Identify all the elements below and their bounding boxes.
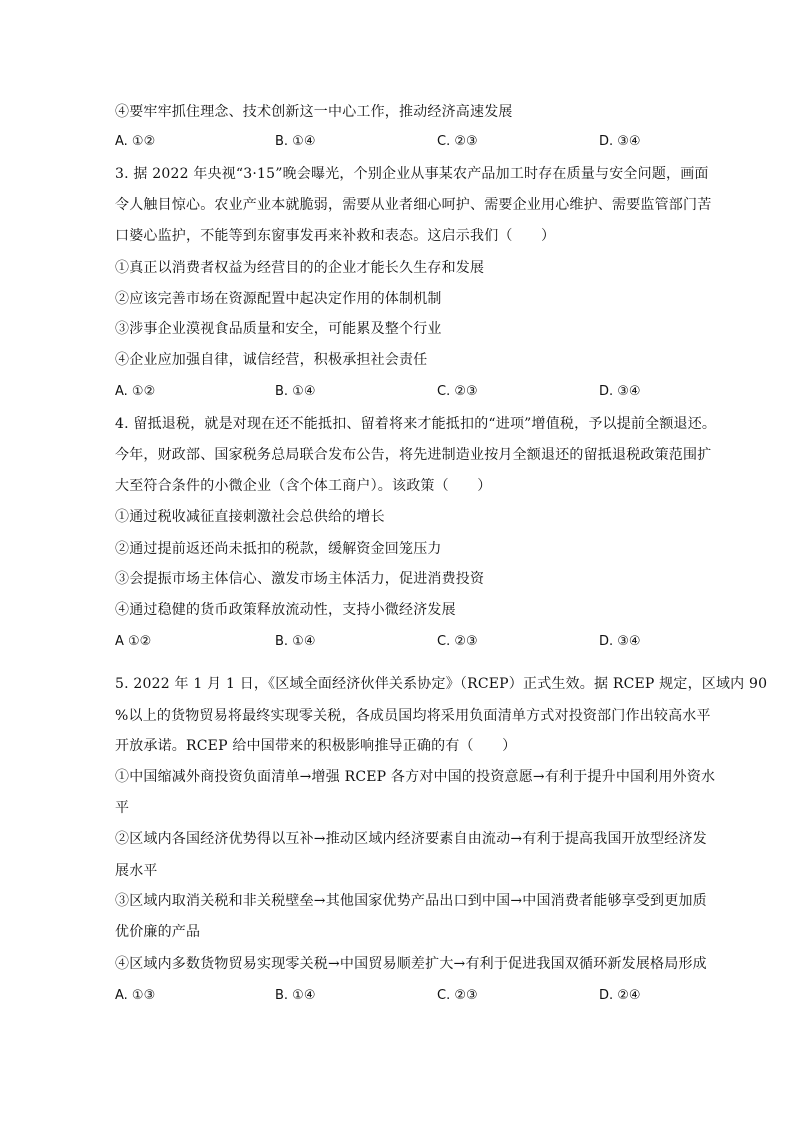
q3-item-2: ②应该完善市场在资源配置中起决定作用的体制机制 <box>115 291 442 307</box>
q5-item-3-line-2: 优价廉的产品 <box>115 924 201 940</box>
q2-option-c[interactable]: C. ②③ <box>437 134 478 149</box>
q3-option-d[interactable]: D. ③④ <box>599 384 641 399</box>
q2-option-b[interactable]: B. ①④ <box>275 134 316 149</box>
q5-options <box>115 986 735 1006</box>
q4-options <box>115 632 735 652</box>
q4-item-2: ②通过提前返还尚未抵扣的税款，缓解资金回笼压力 <box>115 541 442 557</box>
q4-stem-line-3: 大至符合条件的小微企业（含个体工商户）。该政策（ ） <box>115 478 492 494</box>
q5-option-c[interactable]: C. ②③ <box>437 988 478 1003</box>
q4-option-a[interactable]: A ①② <box>115 634 152 649</box>
q5-item-3-line-1: ③区域内取消关税和非关税壁垒→其他国家优势产品出口到中国→中国消费者能够享受到更加质 <box>115 893 707 909</box>
q4-stem-line-1: 4. 留抵退税，就是对现在还不能抵扣、留着将来才能抵扣的“进项”增值税，予以提前全额退还。 <box>115 416 717 432</box>
q5-item-2-line-2: 展水平 <box>115 863 158 879</box>
q4-option-d[interactable]: D. ③④ <box>599 634 641 649</box>
q3-item-4: ④企业应加强自律，诚信经营，积极承担社会责任 <box>115 352 428 368</box>
q3-option-c[interactable]: C. ②③ <box>437 384 478 399</box>
q4-option-c[interactable]: C. ②③ <box>437 634 478 649</box>
q3-stem-line-1: 3. 据 2022 年央视“3·15”晚会曝光，个别企业从事某农产品加工时存在质量与安全问题，画面 <box>115 166 709 182</box>
q3-stem-line-3: 口婆心监护，不能等到东窗事发再来补救和表态。这启示我们（ ） <box>115 228 556 244</box>
q5-stem-line-2: %以上的货物贸易将最终实现零关税，各成员国均将采用负面清单方式对投资部门作出较高水平 <box>115 708 711 724</box>
q4-item-4: ④通过稳健的货币政策释放流动性，支持小微经济发展 <box>115 602 456 618</box>
q5-item-2-line-1: ②区域内各国经济优势得以互补→推动区域内经济要素自由流动→有利于提高我国开放型经济发 <box>115 831 707 847</box>
q3-item-1: ①真正以消费者权益为经营目的的企业才能长久生存和发展 <box>115 260 485 276</box>
q2-item-4: ④要牢牢抓住理念、技术创新这一中心工作，推动经济高速发展 <box>115 104 513 120</box>
q4-option-b[interactable]: B. ①④ <box>275 634 316 649</box>
q4-stem-line-2: 今年，财政部、国家税务总局联合发布公告，将先进制造业按月全额退还的留抵退税政策范围扩 <box>115 447 712 463</box>
q5-option-d[interactable]: D. ②④ <box>599 988 641 1003</box>
q5-option-a[interactable]: A. ①③ <box>115 988 156 1003</box>
q5-item-1-line-2: 平 <box>115 800 130 816</box>
q5-item-4: ④区域内多数货物贸易实现零关税→中国贸易顺差扩大→有利于促进我国双循环新发展格局形成 <box>115 956 707 972</box>
q5-stem-line-3: 开放承诺。RCEP 给中国带来的积极影响推导正确的有（ ） <box>115 738 517 754</box>
q3-option-a[interactable]: A. ①② <box>115 384 156 399</box>
q4-item-3: ③会提振市场主体信心、激发市场主体活力，促进消费投资 <box>115 571 485 587</box>
q2-options <box>115 132 735 152</box>
q5-stem-line-1: 5. 2022 年 1 月 1 日，《区域全面经济伙伴关系协定》（RCEP）正式生效。据 RCEP 规定，区域内 90 <box>115 676 768 692</box>
q5-option-b[interactable]: B. ①④ <box>275 988 316 1003</box>
q3-stem-line-2: 令人触目惊心。农业产业本就脆弱，需要从业者细心呵护、需要企业用心维护、需要监管部门苦 <box>115 197 712 213</box>
q2-option-a[interactable]: A. ①② <box>115 134 156 149</box>
q2-option-d[interactable]: D. ③④ <box>599 134 641 149</box>
q5-item-1-line-1: ①中国缩减外商投资负面清单→增强 RCEP 各方对中国的投资意愿→有利于提升中国利用外资水 <box>115 769 716 785</box>
q3-item-3: ③涉事企业漠视食品质量和安全，可能累及整个行业 <box>115 321 442 337</box>
q3-options <box>115 382 735 402</box>
q3-option-b[interactable]: B. ①④ <box>275 384 316 399</box>
q4-item-1: ①通过税收减征直接刺激社会总供给的增长 <box>115 509 385 525</box>
